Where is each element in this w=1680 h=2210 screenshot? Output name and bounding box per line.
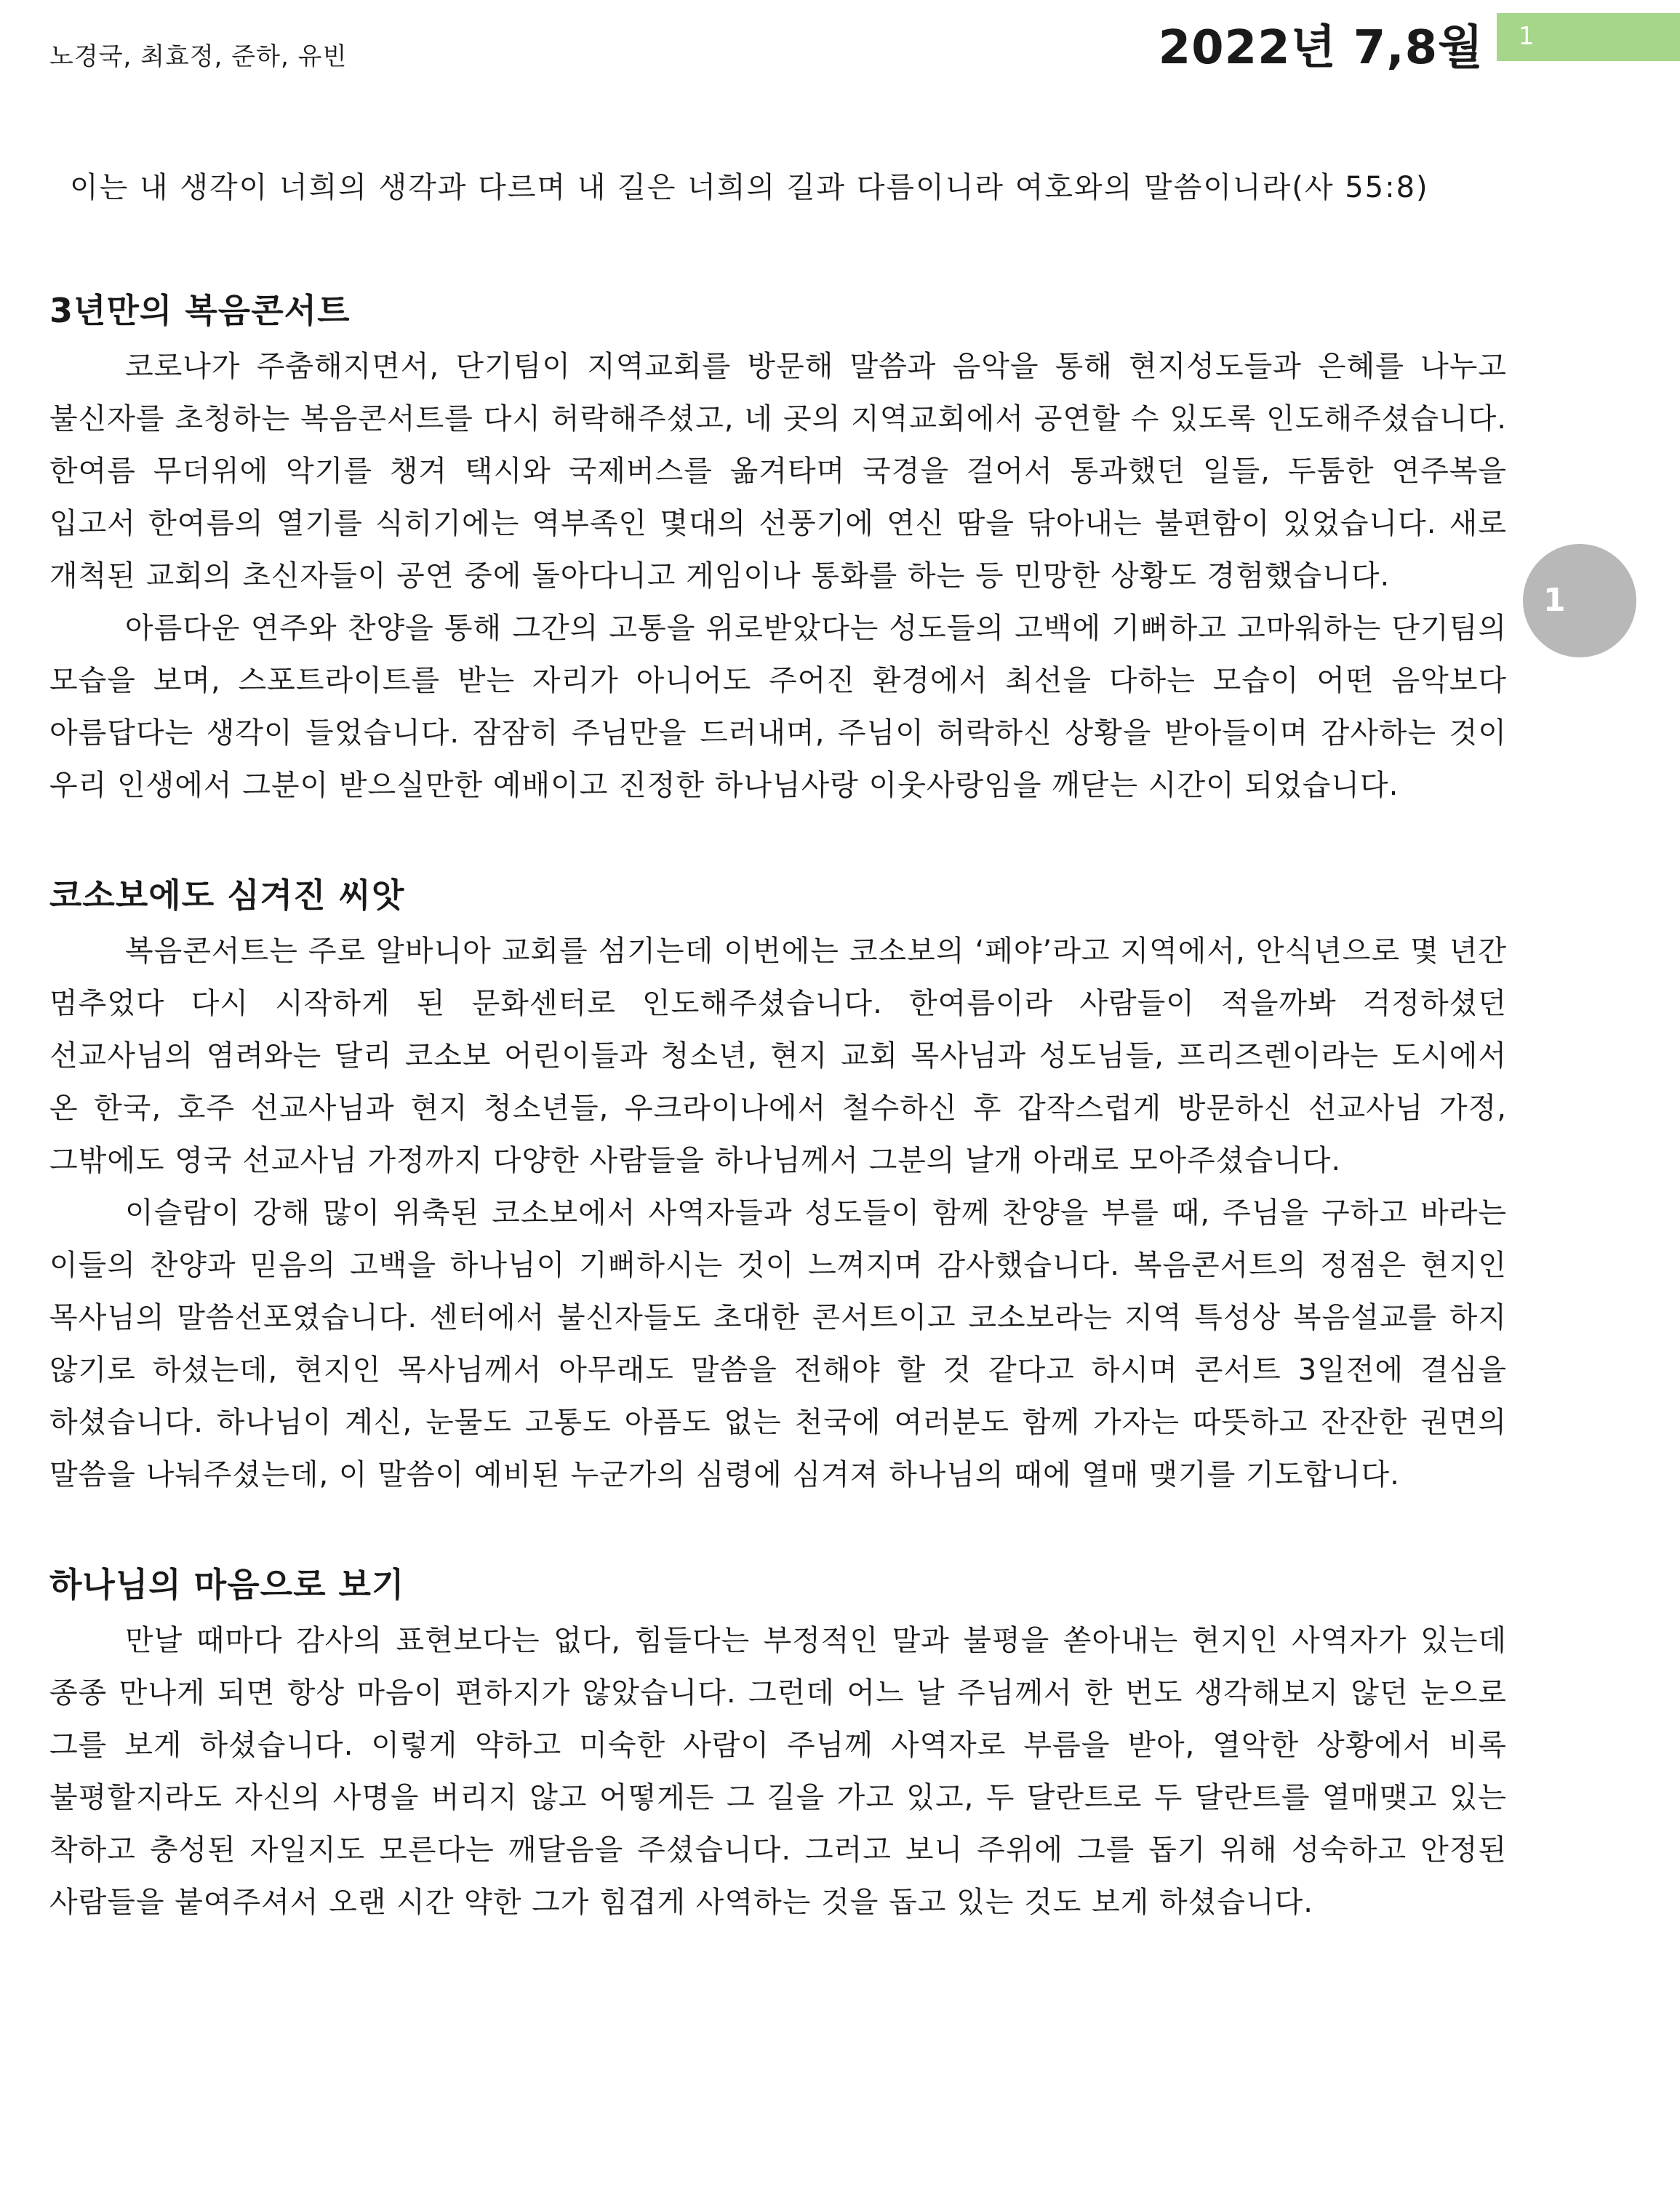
section-gospel-concert <box>49 285 1507 812</box>
page-number-tab <box>1497 13 1680 61</box>
paragraph: 이슬람이 강해 많이 위축된 코소보에서 사역자들과 성도들이 함께 찬양을 부를 때, 주님을 구하고 바라는 이들의 찬양과 믿음의 고백을 하나님이 기뻐하시는 것이 느껴지며 감사했습니다. 복음콘서트의 정점은 현지인 목사님의 말씀선포였습니다. 센터에서 불신자들도 초대한 콘서트이고 코소보라는 지역 특성상 복음설교를 하지 않기로 하셨는데, 현지인 목사님께서 아무래도 말씀을 전해야 할 것 같다고 하시며 콘서트 3일전에 결심을 하셨습니다. 하나님이 계신, 눈물도 고통도 아픔도 없는 천국에 여러분도 함께 가자는 따뜻하고 잔잔한 권면의 말씀을 나눠주셨는데, 이 말씀이 예비된 누군가의 심령에 심겨져 하나님의 때에 열매 맺기를 기도합니다. <box>49 1196 1507 1492</box>
paragraph: 아름다운 연주와 찬양을 통해 그간의 고통을 위로받았다는 성도들의 고백에 기뻐하고 고마워하는 단기팀의 모습을 보며, 스포트라이트를 받는 자리가 아니어도 주어진 환경에서 최선을 다하는 모습이 어떤 음악보다 아름답다는 생각이 들었습니다. 잠잠히 주님만을 드러내며, 주님이 허락하신 상황을 받아들이며 감사하는 것이 우리 인생에서 그분이 받으실만한 예배이고 진정한 하나님사랑 이웃사랑임을 깨닫는 시간이 되었습니다. <box>49 612 1507 802</box>
section-kosovo-seed <box>49 870 1507 1501</box>
section-title: 코소보에도 심겨진 씨앗 <box>49 876 405 915</box>
paragraph: 코로나가 주춤해지면서, 단기팀이 지역교회를 방문해 말씀과 음악을 통해 현지성도들과 은혜를 나누고 불신자를 초청하는 복음콘서트를 다시 허락해주셨고, 네 곳의 지역교회에서 공연할 수 있도록 인도해주셨습니다. 한여름 무더위에 악기를 챙겨 택시와 국제버스를 옮겨타며 국경을 걸어서 통과했던 일들, 두툼한 연주복을 입고서 한여름의 열기를 식히기에는 역부족인 몇대의 선풍기에 연신 땀을 닦아내는 불편함이 있었습니다. 새로 개척된 교회의 초신자들이 공연 중에 돌아다니고 게임이나 통화를 하는 등 민망한 상황도 경험했습니다. <box>49 350 1507 593</box>
section-gods-heart <box>49 1559 1507 1929</box>
side-page-marker-number: 1 <box>1543 582 1566 619</box>
scripture-verse: 이는 내 생각이 너희의 생각과 다르며 내 길은 너희의 길과 다름이니라 여호와의 말씀이니라(사 55:8) <box>70 171 1429 204</box>
article-body <box>49 285 1507 1987</box>
section-title: 하나님의 마음으로 보기 <box>49 1565 405 1604</box>
paragraph: 복음콘서트는 주로 알바니아 교회를 섬기는데 이번에는 코소보의 ‘페야’라고 지역에서, 안식년으로 몇 년간 멈추었다 다시 시작하게 된 문화센터로 인도해주셨습니다. 한여름이라 사람들이 적을까봐 걱정하셨던 선교사님의 염려와는 달리 코소보 어린이들과 청소년, 현지 교회 목사님과 성도님들, 프리즈렌이라는 도시에서 온 한국, 호주 선교사님과 현지 청소년들, 우크라이나에서 철수하신 후 갑작스럽게 방문하신 선교사님 가정, 그밖에도 영국 선교사님 가정까지 다양한 사람들을 하나님께서 그분의 날개 아래로 모아주셨습니다. <box>49 934 1507 1177</box>
header-authors: 노경국, 최효정, 준하, 유빈 <box>49 42 348 71</box>
header-date: 2022년 7,8월 <box>1158 21 1484 75</box>
paragraph: 만날 때마다 감사의 표현보다는 없다, 힘들다는 부정적인 말과 불평을 쏟아내는 현지인 사역자가 있는데 종종 만나게 되면 항상 마음이 편하지가 않았습니다. 그런데 어느 날 주님께서 한 번도 생각해보지 않던 눈으로 그를 보게 하셨습니다. 이렇게 약하고 미숙한 사람이 주님께 사역자로 부름을 받아, 열악한 상황에서 비록 불평할지라도 자신의 사명을 버리지 않고 어떻게든 그 길을 가고 있고, 두 달란트로 두 달란트를 열매맺고 있는 착하고 충성된 자일지도 모른다는 깨달음을 주셨습니다. 그러고 보니 주위에 그를 돕기 위해 성숙하고 안정된 사람들을 붙여주셔서 오랜 시간 약한 그가 힘겹게 사역하는 것을 돕고 있는 것도 보게 하셨습니다. <box>49 1624 1507 1919</box>
side-page-marker <box>1523 544 1636 657</box>
section-title: 3년만의 복음콘서트 <box>49 291 351 330</box>
page-number: 1 <box>1519 22 1535 51</box>
